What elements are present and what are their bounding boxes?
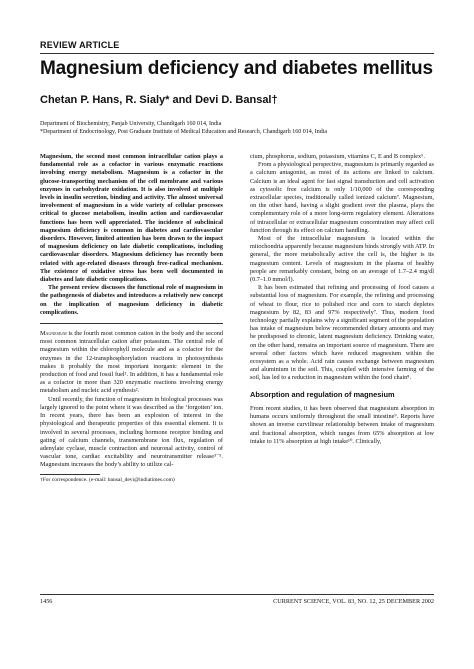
article-type-label: REVIEW ARTICLE [40,40,120,50]
body-paragraph: From a physiological perspective, magnesium is primarily regarded as a calcium antagonist, as most of its actions are linked to calcium. Calcium is an ideal agent for fast signal transduction and cell activation as cytosolic free calcium is only 1/10,000 of the corresponding extracellular species, traditionally called ionized calcium⁷. Magnesium, on the other hand, having a slight gradient over the plasma, plays the complementary role of a more long-term regulatory element. Alterations of intracellular or extracellular magnesium concentration may affect cell function through its effect on calcium handling. [250,161,434,234]
body-paragraph: Most of the intracellular magnesium is located within the mitochondria apparently because magnesium binds strongly with ATP. In general, the more metabolically active the cell is, the higher is its magnesium content. Levels of magnesium in the plasma of healthy people are remarkably constant, being on an average of 1.7–2.4 mg/dl (0.7–1.0 mmol/l). [250,235,434,284]
intro-text [40,330,223,469]
page-footer [40,598,434,605]
drop-word: Magnesium [40,330,67,338]
body-paragraph: It has been estimated that refining and processing of food causes a substantial loss of magnesium. For example, the refining and processing of wheat to flour, rice to polished rice and corn to starch depletes magnesium by 82, 83 and 97% respectively⁷. Thus, modern food technology partially explains why a significant segment of the population has intake of magnesium below recommended dietary amounts and may be predisposed to chronic, latent magnesium deficiency. Drinking water, on the other hand, remains an important source of magnesium. There are several other factors which have reduced magnesium within the ecosystem as a whole. Acid rain causes exchange between magnesium and aluminium in the soil. This, coupled with intensive farming of the soil, has led to a reduction in magnesium within the food chain⁸. [250,284,434,382]
affiliation-line: Department of Biochemistry, Panjab University, Chandigarh 160 014, India [40,121,222,127]
footnote-rule [40,474,100,475]
affiliations [40,120,440,136]
abstract-paragraph: The present review discusses the functional role of magnesium in the pathogenesis of diabetes and introduces a relatively new concept on the implication of magnesium deficiency in diabetic complications. [40,284,223,316]
right-text [250,153,434,383]
right-column [250,153,434,446]
abstract-rule [40,323,223,324]
affiliation-line: *Department of Endocrinology, Post Graduate Institute of Medical Education and Research, Chandigarh 160 014, India [40,129,328,135]
correspondence-footnote: †For correspondence. (e-mail: bansal_devi@indiatimes.com) [40,476,175,483]
article-title: Magnesium deficiency and diabetes mellitus [40,58,433,79]
body-paragraph: From recent studies, it has been observed that magnesium absorption in humans occurs uniformly throughout the small intestine⁹. Reports have shown an inverse curvilinear relationship between intake of magnesium and fractional absorption, which ranges from 65% absorption at low intake to 11% absorption at high intake¹⁰. Clinically, [250,404,434,445]
section-heading: Absorption and regulation of magnesium [250,389,395,399]
abstract-paragraph: Magnesium, the second most common intracellular cation plays a fundamental role as a cofactor in various enzymatic reactions involving energy metabolism. Magnesium is a cofactor in the glucose-transporting mechanism of the cell membrane and various enzymes in carbohydrate oxidation. It is also involved at multiple levels in insulin secretion, binding and activity. The almost universal involvement of magnesium in a wide variety of cellular processes critical to glucose metabolism, insulin action and cardiovascular functions has been well appreciated. The incidence of subclinical magnesium deficiency is common in diabetes and cardiovascular disorders. However, limited attention has been drawn to the impact of magnesium deficiency on late diabetic complications, including cardiovascular disorders. Magnesium deficiency has recently been related with age-related diseases through free-radical mechanism. The existence of oxidative stress has been well documented in diabetes and late diabetic complications. [40,153,223,284]
body-paragraph: Until recently, the function of magnesium in biological processes was largely ignored to the point where it was described as the ‘forgotten’ ion. In recent years, there has been an explosion of interest in the physiological and therapeutic properties of this essential element. It is involved in several processes, including hormone receptor binding and gating of calcium channels, transmembrane ion flux, regulation of adenylate cyclase, muscle contraction and neuronal activity, control of vascular tone, cardiac excitability and neurotransmitter release³⁻⁵. Magnesium increases the body’s ability to utilize cal- [40,395,223,469]
page-number: 1456 [40,598,53,605]
footer-rule [40,594,434,595]
body-paragraph: cium, phosphorus, sodium, potassium, vitamins C, E and B complex⁶. [250,153,425,160]
absorption-text [250,405,434,446]
header-rule [40,53,434,54]
author-list: Chetan P. Hans, R. Sialy* and Devi D. Bansal† [40,94,278,106]
abstract [40,153,223,317]
journal-citation: CURRENT SCIENCE, VOL. 83, NO. 12, 25 DECEMBER 2002 [273,598,434,605]
body-paragraph: Magnesium is the fourth most common cation in the body and the second most common intracellular cation after potassium. The central role of magnesium within the chlorophyll molecule and as a cofactor for the enzymes in the 12-transphosphorylation reactions in photosynthesis makes it probably the most important inorganic element in the production of food and fossil fuel¹. In addition, it has a fundamental role as a cofactor in more than 320 enzymatic reactions involving energy metabolism and nucleic acid synthesis². [40,330,223,395]
left-column [40,153,223,484]
